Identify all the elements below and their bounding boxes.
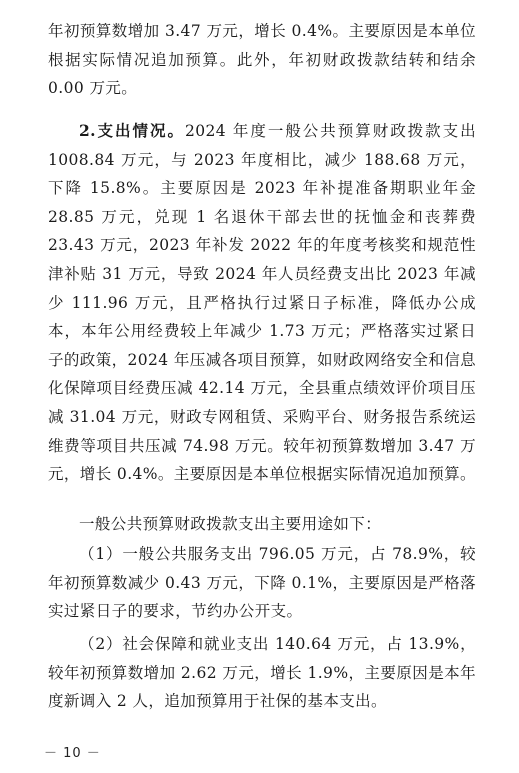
list-item-general-public-services bbox=[48, 540, 476, 626]
paragraph-text: （1）一般公共服务支出 796.05 万元，占 78.9%，较年初预算数减少 0.43 万元，下降 0.1%，主要原因是严格落实过紧日子的要求，节约办公开支。 bbox=[48, 545, 476, 621]
paragraph-usage-intro bbox=[48, 510, 476, 539]
paragraph-text: （2）社会保障和就业支出 140.64 万元，占 13.9%，较年初预算数增加 2.62 万元，增长 1.9%，主要原因是本年度新调入 2 人，追加预算用于社保的基本支出。 bbox=[48, 635, 476, 711]
paragraph-text: 2024 年度一般公共预算财政拨款支出 1008.84 万元，与 2023 年度相比，减少 188.68 万元，下降 15.8%。主要原因是 2023 年补提准备期职业年金 28.85 万元，兑现 1 名退休干部去世的抚恤金和丧葬费 23.43 万元，2023 年补发 2022 年的年度考核奖和规范性津补贴 31 万元，导致 2024 年人员经费支出比 2023 年减少 111.96 万元，且严格执行过紧日子标准，降低办公成本，本年公用经费较上年减少 1.73 万元；严格落实过紧日子的政策，2024 年压减各项目预算，如财政网络安全和信息化保障项目经费压减 42.14 万元，全县重点绩效评价项目压减 31.04 万元，财政专网租赁、采购平台、财务报告系统运维费等项目共压减 74.98 万元。较年初预算数增加 3.47 万元，增长 0.4%。主要原因是本单位根据实际情况追加预算。 bbox=[48, 122, 476, 484]
paragraph-text: 年初预算数增加 3.47 万元，增长 0.4%。主要原因是本单位根据实际情况追加预算。此外，年初财政拨款结转和结余 0.00 万元。 bbox=[48, 22, 476, 98]
paragraph-expenditure bbox=[48, 117, 476, 489]
list-item-social-security bbox=[48, 630, 476, 716]
paragraph-text: 一般公共预算财政拨款支出主要用途如下： bbox=[79, 515, 382, 533]
paragraph-budget-increase bbox=[48, 17, 476, 103]
section-heading-expenditure: 2.支出情况。 bbox=[79, 121, 185, 140]
page-number: － 10 － bbox=[44, 746, 101, 761]
